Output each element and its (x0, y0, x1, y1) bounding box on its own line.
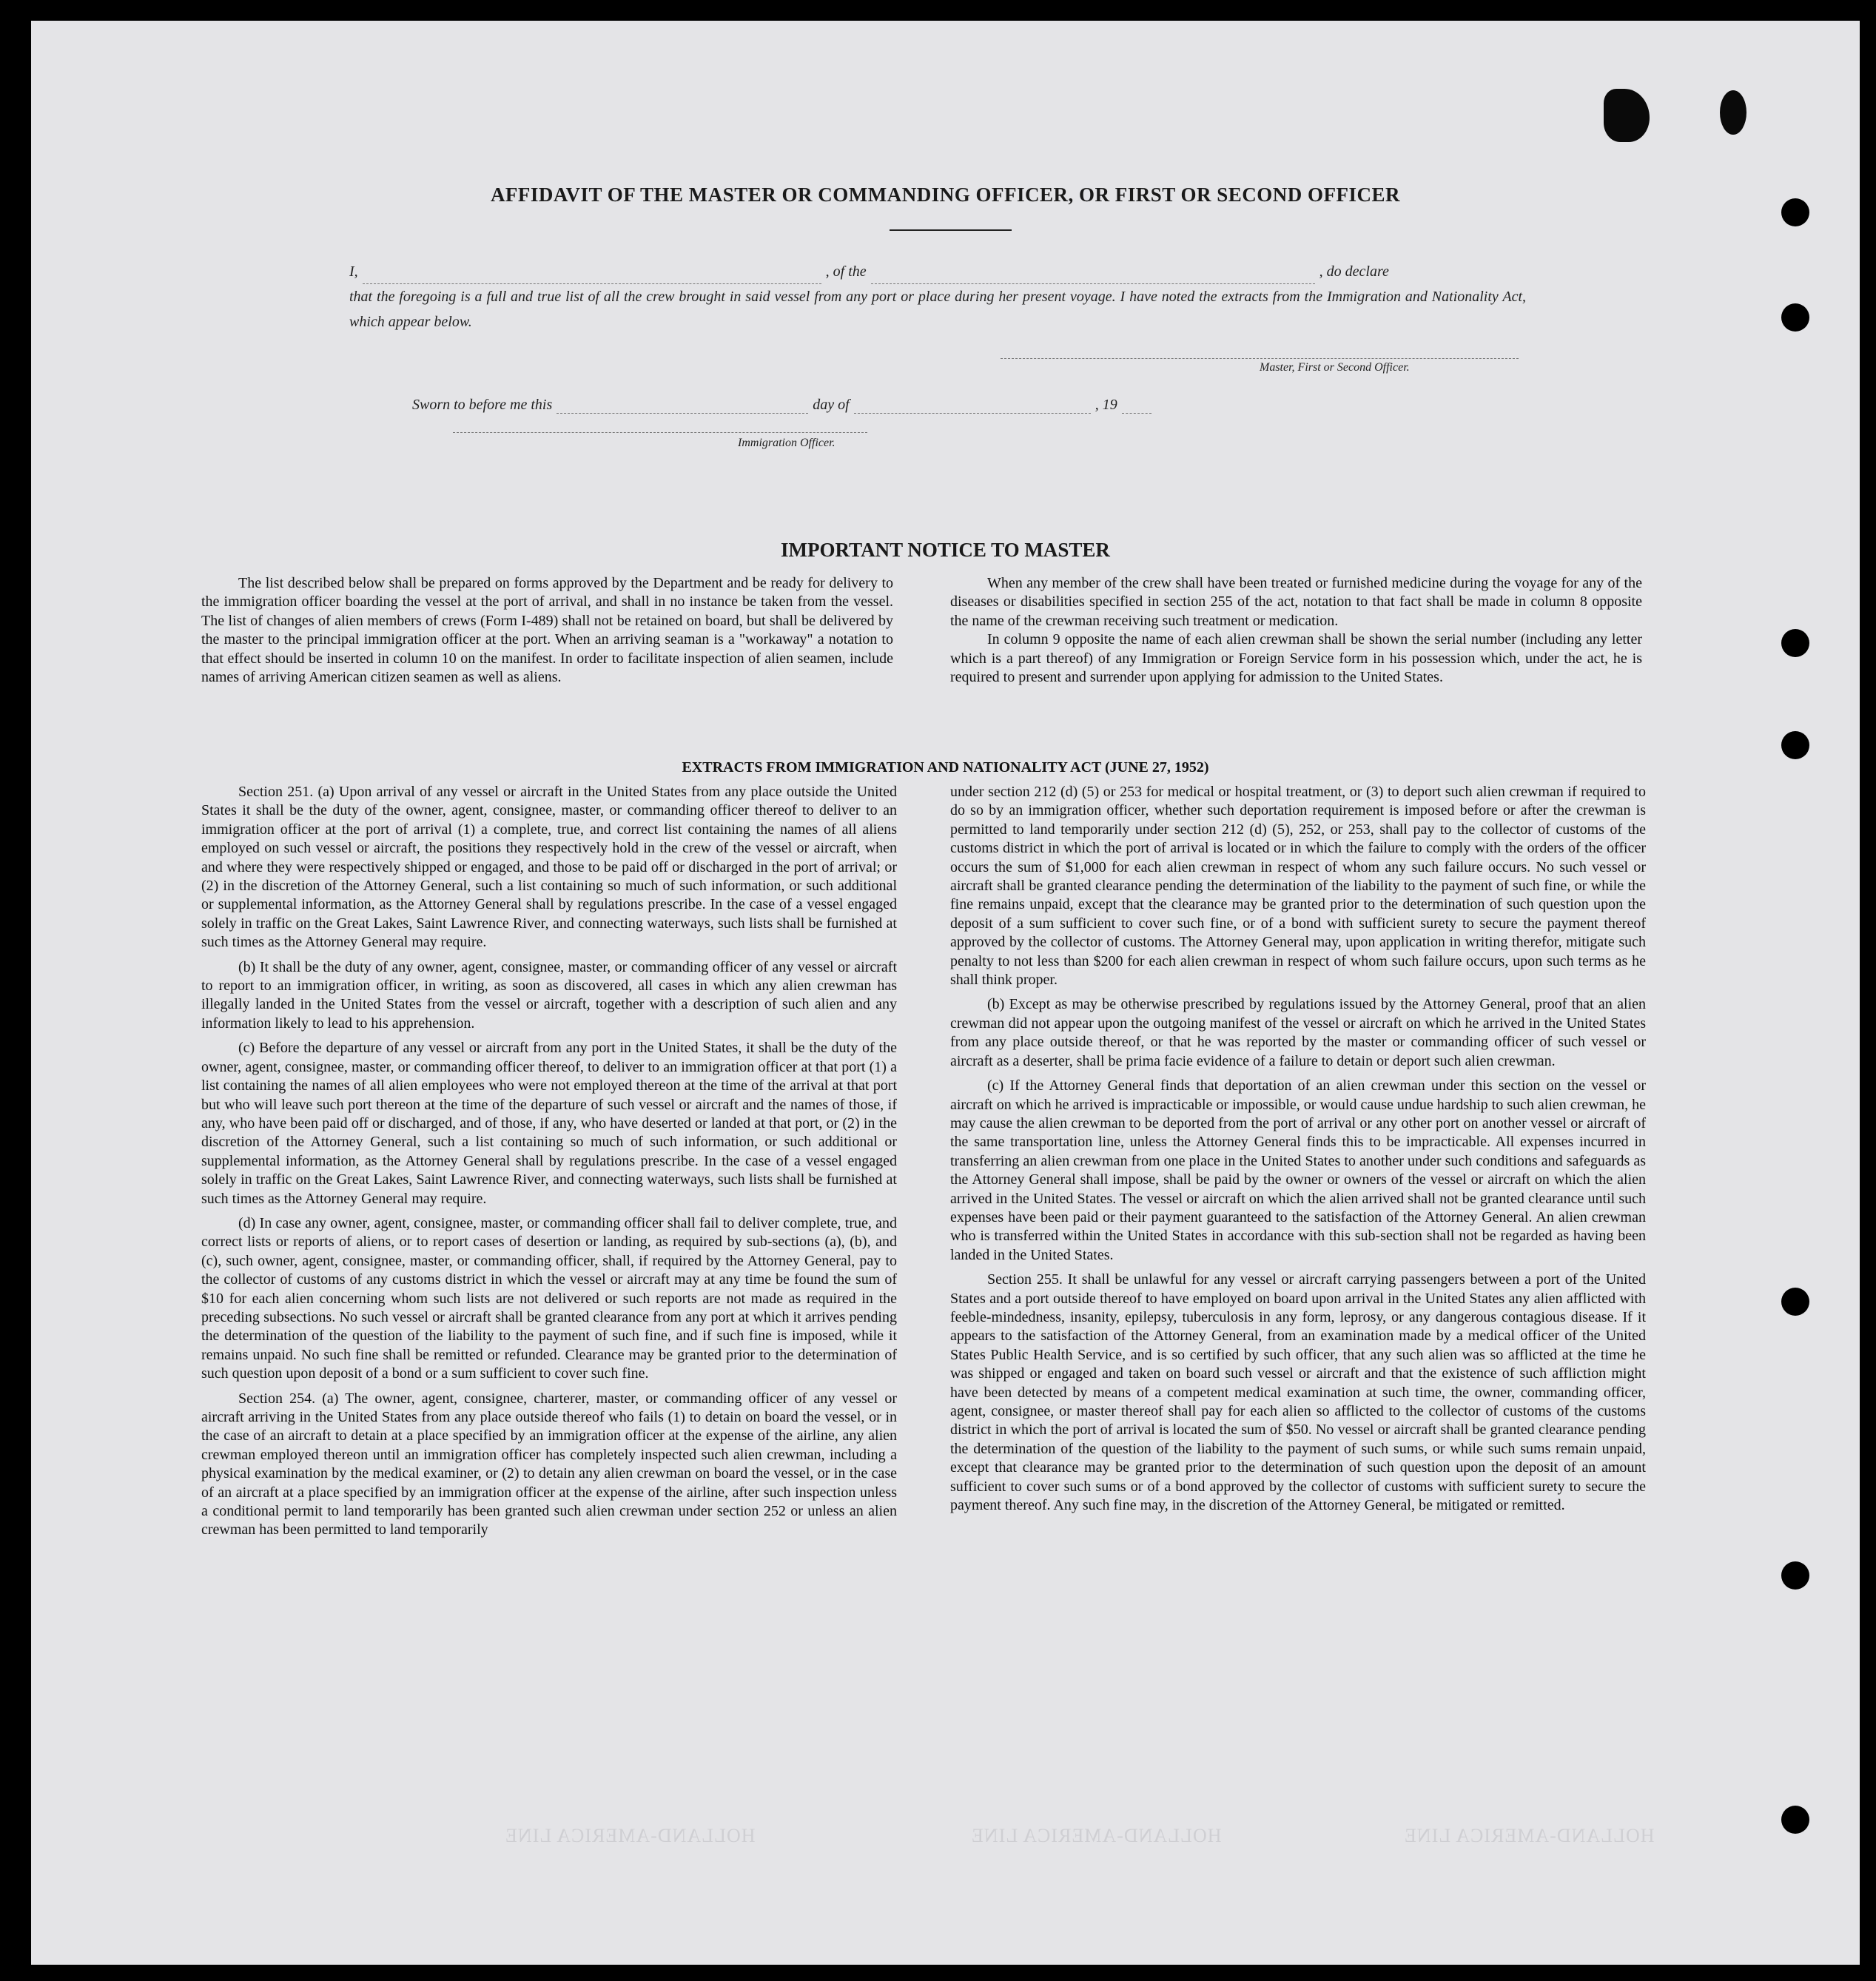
section-paragraph: (b) It shall be the duty of any owner, agent, consignee, master, or commanding officer of any vessel or aircraft to report to an immigration officer, in writing, as soon as discovered, all cases in which any alien crewman has illegally landed in the United States from the vessel or aircraft, together with a description of such alien and any information likely to lead to his apprehension. (201, 958, 897, 1032)
section-paragraph: Section 251. (a) Upon arrival of any vessel or aircraft in the United States from any place outside the United States it shall be the duty of the owner, agent, consignee, master, or commanding officer thereof to deliver to an immigration officer at the port of arrival (1) a complete, true, and correct list containing the names of all aliens employed on such vessel or aircraft, the positions they respectively hold in the crew of the vessel or aircraft, when and where they were respectively shipped or engaged, and those to be paid off or discharged in the port of arrival; or (2) in the discretion of the Attorney General, such a list containing so much of such information, or such additional or supplemental information, as the Attorney General shall by regulations prescribe. In the case of a vessel engaged solely in traffic on the Great Lakes, Saint Lawrence River, and connecting waterways, such lists shall be furnished at such times as the Attorney General may require. (201, 784, 897, 951)
bleed-through-text: HOLLAND-AMERICA LINE (505, 1825, 756, 1846)
declaration-line (349, 259, 1526, 284)
title-rule (890, 229, 1012, 231)
section-paragraph: (c) Before the departure of any vessel or aircraft from any port in the United States, it shall be the duty of the owner, agent, consignee, master, or commanding officer thereof, to deliver to an immigration officer at that port (1) a list containing the names of all alien employees who were not employed thereon at the time of the arrival at that port but who will leave such port thereon at the time of the departure of such vessel or aircraft and the names of those, if any, who have been paid off or discharged, and of those, if any, who have deserted or landed at that port, or (2) in the discretion of the Attorney General, such a list containing so much of such information, or such additional or supplemental information, as the Attorney General shall by regulations prescribe. In the case of a vessel engaged solely in traffic on the Great Lakes, Saint Lawrence River, and connecting waterways, such lists shall be furnished at such times as the Attorney General may require. (201, 1040, 897, 1207)
officer-signature-label: Immigration Officer. (738, 437, 836, 449)
punch-hole (1781, 303, 1809, 332)
name-field[interactable] (363, 270, 821, 284)
section-paragraph: under section 212 (d) (5) or 253 for medical or hospital treatment, or (3) to deport such alien crewman if required to do so by an immigration officer, whether such deportation requirement is imposed before or after the crewman is permitted to land temporarily under section 212 (d) (5), 252, or 253, shall pay to the collector of customs of the customs district in which the port of arrival is located or in which the failure to comply with the orders of the officer occurs the sum of $1,000 for each alien crewman in respect of whom any such failure occurs. No such vessel or aircraft shall be granted clearance pending the determination of the liability to the payment of such fine, or while the fine remains unpaid, except that the clearance may be granted prior to the determination of such question upon the deposit of a sum sufficient to cover such fine, or of a bond with sufficient surety to secure the payment thereof approved by the collector of customs. The Attorney General may, upon application in writing therefor, mitigate such penalty to not less than $200 for each alien crewman in respect of whom such failure occurs, upon such terms as he shall think proper. (950, 784, 1646, 989)
section-paragraph: (c) If the Attorney General finds that deportation of an alien crewman under this section on the vessel or aircraft on which he arrived is impracticable or impossible, or would cause undue hardship to such alien crewman, he may cause the alien crewman to be deported from the port of arrival or any other port on another vessel or aircraft of the same transportation line, unless the Attorney General finds this to be impracticable. All expenses incurred in transferring an alien crewman from one place in the United States to another under such conditions and safeguards as the Attorney General shall impose, shall be paid by the owner or owners of the vessel or aircraft on which the alien arrived in the United States. The vessel or aircraft on which the alien arrived shall not be granted clearance until such expenses have been paid or their payment guaranteed to the satisfaction of the Attorney General. An alien crewman who is transferred within the United States in accordance with this sub-section shall not be regarded as having been landed in the United States. (950, 1077, 1646, 1263)
master-signature-label: Master, First or Second Officer. (1260, 361, 1410, 374)
punch-hole (1781, 731, 1809, 759)
extracts-left-column (201, 783, 897, 1540)
torn-corner-mark (1720, 90, 1746, 135)
document-page (31, 21, 1860, 1965)
notice-right-column (950, 574, 1642, 687)
sworn-month-field[interactable] (854, 400, 1091, 414)
extracts-right-column (950, 783, 1646, 1515)
punch-hole (1781, 1288, 1809, 1316)
section-paragraph: Section 255. It shall be unlawful for any vessel or aircraft carrying passengers between a port of the United States and a port outside thereof to have employed on board upon arrival in the United States any alien afflicted with feeble-mindedness, insanity, epilepsy, tuberculosis in any form, leprosy, or any dangerous contagious disease. If it appears to the satisfaction of the Attorney General, from an examination made by a medical officer of the United States Public Health Service, and is so certified by such officer, that any such alien was so afflicted at the time he was shipped or engaged and taken on board such vessel or aircraft and that the existence of such affliction might have been detected by means of a competent medical examination at such time, the owner, commanding officer, agent, consignee, or master thereof shall pay for each alien so afflicted to the collector of customs of the customs district in which the port of arrival is located the sum of $50. No vessel or aircraft shall be granted clearance pending the determination of the question of the liability to the payment of such sums, or while such sums remain unpaid, except that clearance may be granted prior to the determination of such question upon the deposit of an amount sufficient to cover such sums or of a bond approved by the collector of customs with sufficient surety to secure the payment thereof. Any such fine may, in the discretion of the Attorney General, be mitigated or remitted. (950, 1271, 1646, 1514)
torn-corner-mark (1604, 89, 1650, 142)
vessel-field[interactable] (871, 270, 1315, 284)
section-paragraph: (b) Except as may be otherwise prescribed by regulations issued by the Attorney General, proof that an alien crewman did not appear upon the outgoing manifest of the vessel or aircraft on which he arrived in the United States from any place outside thereof, or that he was reported by the master or commanding officer of such vessel or aircraft as a deserter, shall be prima facie evidence of a failure to detain or deport such alien crewman. (950, 996, 1646, 1069)
bleed-through-text: HOLLAND-AMERICA LINE (971, 1825, 1222, 1846)
bleed-through-text: HOLLAND-AMERICA LINE (1404, 1825, 1655, 1846)
master-signature-line[interactable] (1001, 358, 1519, 359)
sworn-day-field[interactable] (557, 400, 808, 414)
affidavit-title: AFFIDAVIT OF THE MASTER OR COMMANDING OFFICER, OR FIRST OR SECOND OFFICER (490, 184, 1401, 206)
section-paragraph: (d) In case any owner, agent, consignee, master, or commanding officer shall fail to deliver complete, true, and correct lists or reports of aliens, or to report cases of desertion or landing, as required by sub-sections (a), (b), and (c), such owner, agent, consignee, master, or commanding officer, shall, if required by the Attorney General, pay to the collector of customs of any customs district in which the vessel or aircraft may at any time be found the sum of $10 for each alien concerning whom such lists are not delivered or such reports are not made as required in the preceding subsections. No such vessel or aircraft shall be granted clearance from any port at which it arrives pending the determination of the question of the liability to the payment of such fine, and if such fine is imposed, while it remains unpaid. No such fine shall be remitted or refunded. Clearance may be granted prior to the determination of such question upon deposit of a bond or a sum sufficient to cover such fine. (201, 1214, 897, 1382)
sworn-year-field[interactable] (1122, 400, 1152, 414)
officer-signature-line[interactable] (453, 432, 867, 433)
notice-left-column (201, 574, 893, 687)
punch-hole (1781, 629, 1809, 657)
extracts-title: EXTRACTS FROM IMMIGRATION AND NATIONALITY ACT (JUNE 27, 1952) (682, 759, 1209, 776)
declaration-of-the: , of the (825, 263, 867, 280)
declaration-i: I, (349, 263, 358, 280)
declaration-do-declare: , do declare (1319, 263, 1389, 280)
declaration-block (349, 259, 1526, 334)
notice-title: IMPORTANT NOTICE TO MASTER (781, 539, 1110, 561)
year-label: , 19 (1095, 397, 1117, 413)
notice-paragraph: When any member of the crew shall have been treated or furnished medicine during the voyage for any of the diseases or disabilities specified in section 255 of the act, notation to that fact shall be made in column 8 opposite the name of the crewman receiving such treatment or medication. (950, 575, 1642, 629)
notice-paragraph: The list described below shall be prepared on forms approved by the Department and be ready for delivery to the immigration officer boarding the vessel at the port of arrival, and shall in no instance be taken from the vessel. The list of changes of alien members of crews (Form I-489) shall not be retained on board, but shall be delivered by the master to the principal immigration officer at the port. When an arriving seaman is a "workaway" a notation to that effect should be inserted in column 10 on the manifest. In order to facilitate inspection of alien seamen, include names of arriving American citizen seamen as well as aliens. (201, 575, 893, 686)
notice-paragraph: In column 9 opposite the name of each alien crewman shall be shown the serial number (including any letter which is a part thereof) of any Immigration or Foreign Service form in his possession which, under the act, he is required to present and surrender upon applying for admission to the United States. (950, 631, 1642, 686)
day-of-label: day of (813, 397, 850, 413)
sworn-line (412, 397, 1156, 414)
punch-hole (1781, 1806, 1809, 1834)
section-paragraph: Section 254. (a) The owner, agent, consignee, charterer, master, or commanding officer of any vessel or aircraft arriving in the United States from any place outside thereof who fails (1) to detain on board the vessel, or in the case of an aircraft to detain at a place specified by an immigration officer at the expense of the airline, any alien crewman employed thereon until an immigration officer has completely inspected such alien crewman, including a physical examination by the medical examiner, or (2) to detain any alien crewman on board the vessel, or in the case of an aircraft at a place specified by an immigration officer at the expense of the airline, after such inspection unless a conditional permit to land temporarily has been granted such alien crewman under section 252 or unless an alien crewman has been permitted to land temporarily (201, 1390, 897, 1538)
declaration-body: that the foregoing is a full and true list of all the crew brought in said vessel from any port or place during her present voyage. I have noted the extracts from the Immigration and Nationality Act, which appear below. (349, 289, 1526, 330)
punch-hole (1781, 1561, 1809, 1590)
sworn-label: Sworn to before me this (412, 397, 553, 413)
